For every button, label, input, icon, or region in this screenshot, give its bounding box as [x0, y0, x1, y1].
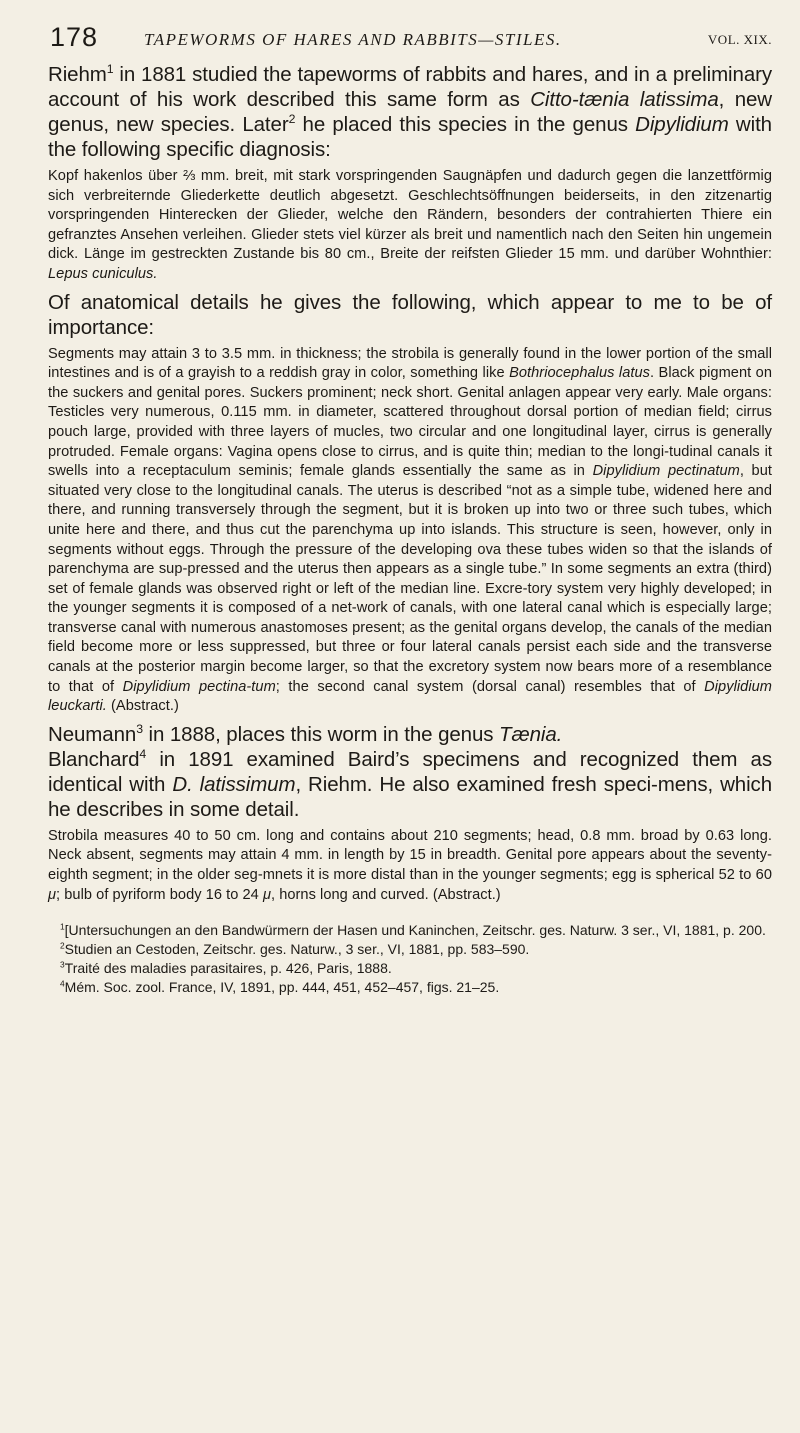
footnotes — [48, 921, 772, 996]
page-header — [48, 22, 772, 62]
footnote: $^1$[Untersuchungen an den Bandwürmern der Hasen und Kaninchen, Zeitschr. ges. Naturw. 3 ser., VI, 1881, p. 200. — [60, 921, 766, 939]
volume-label: VOL. XIX. — [707, 32, 772, 47]
quote-diagnosis: Kopf hakenlos über ⅔ mm. breit, mit stark vorspringenden Saugnäpfen und dadurch gegen die lanzettförmig sich verbreiternde Gliederkette deutlich abgesetzt. Geschlechtsöffnungen beiderseits, in den zitzenartig vorspringenden Hinterecken der Glieder, welche den Rändern, besonders der contrahierten Thiere ein gefranztes Ansehen verleihen. Glieder stets viel kürzer als breit und namentlich nach den Seiten hin ungemein dick. Länge im gestreckten Zustande bis 80 cm., Breite der reifsten Glieder 15 mm. und darüber Wohnthier: Lepus cuniculus. — [48, 168, 772, 282]
quote-anatomy: Segments may attain 3 to 3.5 mm. in thickness; the strobila is generally found in the lower portion of the small intestines and is of a grayish to a reddish gray in color, something like Bothriocephalus latus. Black pigment on the suckers and genital pores. Suckers prominent; neck short. Genital anlagen appear very early. Male organs: Testicles very numerous, 0.115 mm. in diameter, scattered throughout dorsal portion of median field; cirrus pouch large, provided with three layers of mucles, two circular and one longitudinal layer, cirrus is generally protruded. Female organs: Vagina opens close to cirrus, and is quite thin; median to the longi-tudinal canals it swells into a receptaculum seminis; female glands essentially the same as in Dipylidium pectinatum, but situated very close to the longitudinal canals. The uterus is described “not as a simple tube, widened here and there, and running transversely through the segment, but it is broken up into two or three such tubes, which unite here and there, and thus cut the parenchyma up into islands. This structure is seen, however, only in segments without eggs. Through the pressure of the developing ova these tubes widen so that the islands of parenchyma are sup-pressed and the uterus then appears as a single tube.” In some segments an extra (third) set of female glands was observed right or left of the median line. Excre-tory system very highly developed; in the younger segments it is composed of a net-work of canals, with one lateral canal which is especially large; transverse canal with numerous anastomoses present; as the genital organs develop, the canals of the median field become more or less suppressed, but three or four lateral canals persist each side and the transverse canals at the posterior margin become larger, so that the excretory system now bears more of a resemblance to that of Dipylidium pectina-tum; the second canal system (dorsal canal) resembles that of Dipylidium leuckarti. (Abstract.) — [48, 345, 772, 715]
footnote: $^4$Mém. Soc. zool. France, IV, 1891, pp. 444, 451, 452–457, figs. 21–25. — [60, 977, 500, 995]
paragraph-blanchard: Blanchard$^4$ in 1891 examined Baird’s specimens and recognized them as identical with D. latissimum, Riehm. He also examined fresh speci-mens, which he describes in some detail. — [48, 747, 773, 821]
running-title: TAPEWORMS OF HARES AND RABBITS—STILES. — [144, 30, 562, 49]
page-number: 178 — [50, 22, 99, 52]
document-page — [48, 22, 772, 996]
paragraph-riehm: Riehm$^1$ in 1881 studied the tapeworms of rabbits and hares, and in a preliminary account of his work described this same form as Citto-tænia latissima, new genus, new species. Later$^2$ he placed this species in the genus Dipylidium with the following specific diagnosis: — [48, 62, 773, 161]
footnote: $^2$Studien an Cestoden, Zeitschr. ges. Naturw., 3 ser., VI, 1881, pp. 583–590. — [60, 940, 530, 958]
quote-strobila: Strobila measures 40 to 50 cm. long and contains about 210 segments; head, 0.8 mm. broad by 0.63 long. Neck absent, segments may attain 4 mm. in length by 15 in breadth. Genital pore appears about the seventy-eighth segment; in the older seg-mnets it is more distal than in the younger segments; egg is spherical 52 to 60 μ; bulb of pyriform body 16 to 24 μ, horns long and curved. (Abstract.) — [48, 827, 772, 903]
footnote: $^3$Traité des maladies parasitaires, p. 426, Paris, 1888. — [60, 959, 392, 976]
paragraph-anatomical: Of anatomical details he gives the following, which appear to me to be of importance: — [48, 290, 772, 339]
paragraph-neumann: Neumann$^3$ in 1888, places this worm in the genus Tænia. — [48, 722, 563, 746]
